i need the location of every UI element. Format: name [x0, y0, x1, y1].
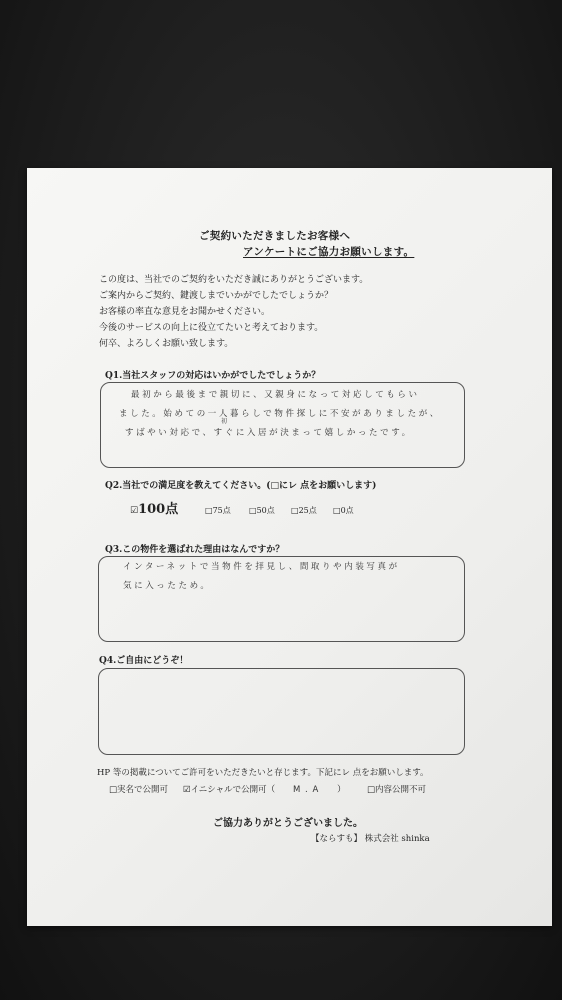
permission-option-no-publish[interactable] [367, 783, 426, 795]
checkbox-icon: □ [109, 785, 118, 795]
checkbox-icon: □ [333, 506, 341, 515]
intro-line: ご案内からご契約、鍵渡しまでいかがでしたでしょうか？ [99, 291, 334, 301]
permission-option-label: 実名で公開可 [117, 785, 169, 795]
checkbox-checked-icon: ☑ [183, 785, 191, 795]
intro-line: お客様の率直な意見をお聞かせください。 [99, 307, 271, 317]
q1-question: Q1.当社スタッフの対応はいかがでしたでしょうか？ [105, 371, 321, 381]
q1-answer-line: 最初から最後まで親切に、又親身になって対応してもらい [131, 390, 420, 400]
q2-option-label: 50点 [256, 506, 275, 515]
q4-question: Q4.ご自由にどうぞ！ [99, 656, 189, 666]
checkbox-icon: □ [291, 506, 299, 515]
q2-option-label: 25点 [298, 506, 317, 515]
q3-answer-line: 気に入ったため。 [123, 581, 212, 591]
q4-answer-box[interactable] [98, 668, 465, 755]
q3-answer-box[interactable] [98, 556, 465, 642]
thanks-text: ご協力ありがとうございました。 [213, 818, 363, 829]
company-name: 【ならすも】 株式会社 shinka [311, 834, 430, 844]
q2-option-75[interactable] [205, 505, 231, 516]
intro-paragraph [99, 272, 368, 352]
checkbox-icon: □ [205, 506, 213, 515]
title-line-1: ご契約いただきましたお客様へ [199, 230, 351, 242]
intro-line: この度は、当社でのご契約をいただき誠にありがとうございます。 [99, 275, 369, 285]
q1-answer-box[interactable] [100, 382, 465, 468]
permission-option-label: 内容公開不可 [375, 785, 427, 795]
initials-open: （ [266, 785, 276, 795]
q2-option-25[interactable] [291, 505, 317, 516]
checkbox-icon: □ [367, 785, 376, 795]
q2-question: Q2.当社での満足度を教えてください。(□にレ 点をお願いします) [105, 481, 377, 491]
permission-text: HP 等の掲載についてご許可をいただきたいと存じます。下記にレ 点をお願いします。 [97, 768, 429, 778]
q2-option-label: 100点 [138, 502, 179, 517]
q1-answer-line: ました。始めての一人暮らしで物件探しに不安がありましたが、 [119, 409, 441, 419]
initials-close: ） [337, 785, 346, 795]
q2-option-label: 75点 [212, 506, 231, 515]
intro-line: 今後のサービスの向上に役立てたいと考えております。 [99, 323, 324, 333]
q2-option-50[interactable] [249, 505, 275, 516]
q3-question: Q3.この物件を選ばれた理由はなんですか？ [105, 545, 285, 555]
title-line-2: アンケートにご協力お願いします。 [243, 246, 415, 258]
checkbox-checked-icon: ☑ [130, 506, 139, 516]
q2-option-100[interactable] [130, 498, 178, 517]
q3-answer-line: インターネットで当物件を拝見し、間取りや内装写真が [123, 562, 400, 572]
permission-option-initials[interactable] [183, 783, 346, 796]
q2-option-0[interactable] [333, 505, 354, 516]
permission-option-label: イニシャルで公開可 [190, 785, 267, 795]
checkbox-icon: □ [249, 506, 257, 515]
survey-sheet [27, 168, 552, 926]
q1-answer-line: すばやい対応で、すぐに入居が決まって嬉しかったです。 [125, 428, 413, 438]
permission-option-real-name[interactable] [109, 783, 168, 795]
intro-line: 何卒、よろしくお願い致します。 [99, 339, 234, 349]
q1-correction-mark: 初 [221, 418, 228, 425]
q2-option-label: 0点 [340, 506, 354, 515]
initials-value: M . A [293, 785, 320, 795]
